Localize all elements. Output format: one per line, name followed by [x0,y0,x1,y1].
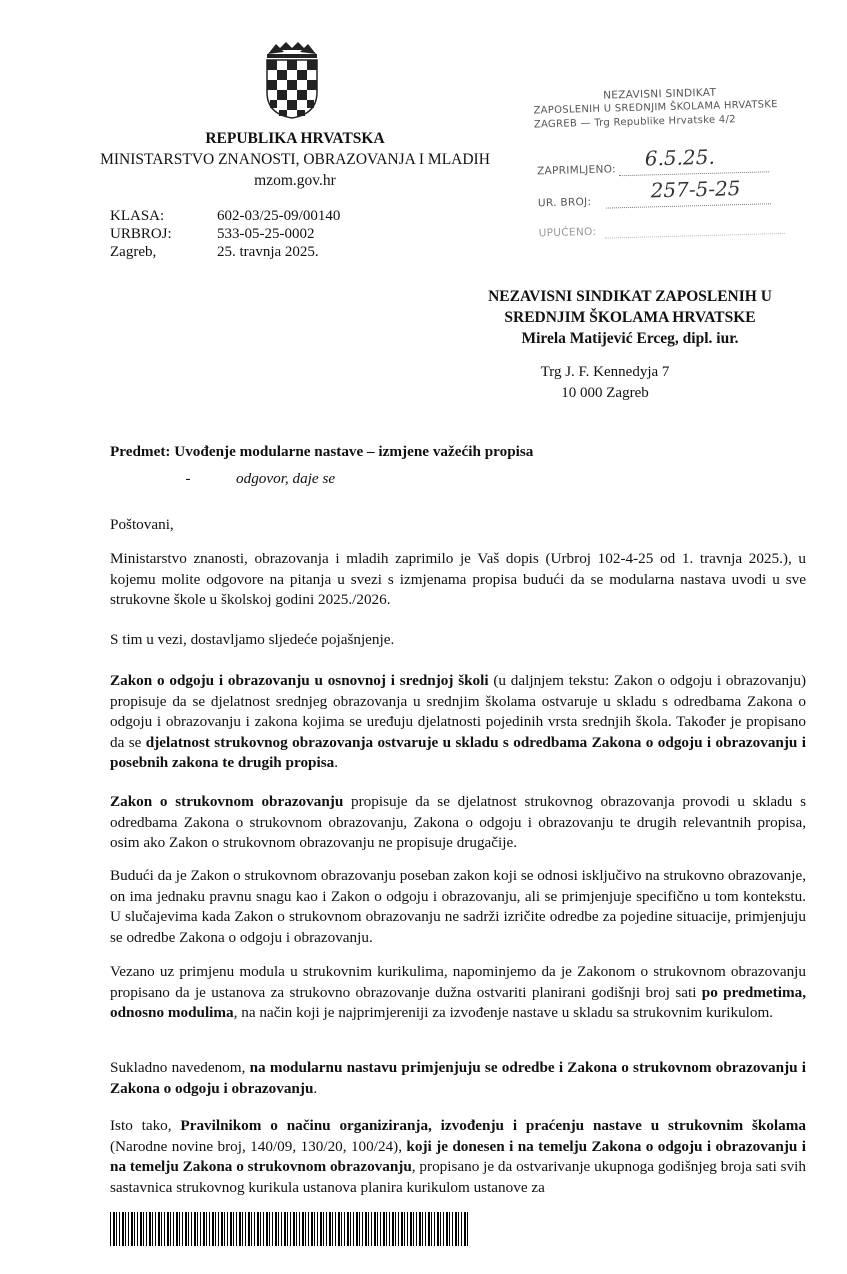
recipient-line-3: Mirela Matijević Erceg, dipl. iur. [521,330,739,347]
klasa-label: KLASA: [110,208,165,224]
p8-text-2: (Narodne novine broj, 140/09, 130/20, 100/24), [110,1137,407,1155]
subject-line [110,442,806,463]
p6-text-2: , na način koji je najprimjereniji za izvođenje nastave u skladu sa strukovnim kurikulom. [233,1004,774,1021]
ministry-name: MINISTARSTVO ZNANOSTI, OBRAZOVANJA I MLADIH [100,151,490,168]
recipient-block [430,286,830,349]
received-stamp [533,83,799,250]
date-value: 25. travnja 2025. [217,244,319,260]
p3-bold-2: djelatnost strukovnog obrazovanja ostvaruje u skladu s odredbama Zakona o odgoju i obrazovanju i posebnih zakona te drugih propisa [110,733,806,771]
country-name: REPUBLIKA HRVATSKA [205,130,385,147]
recipient-address [480,362,730,404]
paragraph-2: S tim u vezi, dostavljamo sljedeće pojašnjenje. [110,631,395,648]
coat-of-arms-icon [262,40,322,120]
p8-text-1: Isto tako, [110,1117,181,1134]
stamp-line-1: NEZAVISNI SINDIKAT [602,86,717,102]
paragraph-7 [110,1058,806,1099]
document-barcode [110,1212,470,1246]
paragraph-3 [110,671,806,774]
p4-bold-1: Zakon o strukovnom obrazovanju [110,793,344,810]
paragraph-1: Ministarstvo znanosti, obrazovanja i mladih zaprimilo je Vaš dopis (Urbroj 102-4-25 od 1. travnja 2025.), u kojemu molite odgovore na pitanja u svezi s izmjenama propisa budući da se modularna nastava uvodi u sve strukovne škole u školskoj godini 2025./2026. [110,550,806,608]
p8-bold-1: Pravilnikom o načinu organiziranja, izvođenju i praćenju nastave u strukovnim školama [180,1117,806,1134]
stamp-urbroj-value: 257-5-25 [650,176,741,203]
paragraph-8 [110,1116,806,1198]
subject-bullet: - [185,470,191,487]
urbroj-label: URBROJ: [110,226,172,242]
stamp-received-label: ZAPRIMLJENO: [536,163,617,178]
subject-text: Uvođenje modularne nastave – izmjene važećih propisa [174,443,534,460]
p4-text-1: propisuje da se djelatnost strukovnog obrazovanja provodi u skladu s odredbama Zakona o strukovnom obrazovanju, Zakona o odgoju i obrazovanju te drugih relevantnih propisa, osim ako Zakon o strukovnom obrazovanju ne propisuje drugačije. [110,793,806,851]
stamp-urbroj-label: UR. BROJ: [537,195,592,210]
p7-text-1: Sukladno navedenom, [110,1059,250,1076]
ministry-website: mzom.gov.hr [254,172,336,189]
p3-bold-1: Zakon o odgoju i obrazovanju u osnovnoj i srednjoj školi [110,672,489,689]
stamp-line-3: ZAGREB — Trg Republike Hrvatske 4/2 [533,114,736,131]
paragraph-6 [110,962,806,1024]
urbroj-value: 533-05-25-0002 [217,226,315,242]
p6-text-1: Vezano uz primjenu modula u strukovnim kurikulima, napominjemo da je Zakonom o strukovnom obrazovanju propisano da je ustanova za strukovno obrazovanje dužna ostvariti planirani godišnji broj sati [110,963,806,1001]
p8-bold-2: koji je donesen i na temelju Zakona o odgoju i obrazovanju i na temelju Zakona o strukovnom obrazovanju [110,1137,806,1175]
klasa-value: 602-03/25-09/00140 [217,208,341,224]
p7-bold-1: na modularnu nastavu primjenjuju se odredbe i Zakona o strukovnom obrazovanju i Zakona o odgoju i obrazovanju [110,1059,806,1097]
recipient-line-1: NEZAVISNI SINDIKAT ZAPOSLENIH U [488,288,772,305]
place-label: Zagreb, [110,244,157,260]
subject-sub [110,469,806,490]
recipient-city: 10 000 Zagreb [561,385,649,401]
p3-text-2: . [334,754,339,771]
p6-bold-1: po predmetima, odnosno modulima [110,983,806,1021]
meta-labels [110,207,210,261]
p8-text-3: , propisano je da ostvarivanje ukupnoga godišnjeg broja sati svih sastavnica strukovnog kurikula ustanova planira kurikulom ustanove za [110,1158,806,1196]
greeting: Poštovani, [110,516,174,533]
recipient-line-2: SREDNJIM ŠKOLAMA HRVATSKE [504,309,756,326]
p3-text-1: (u daljnjem tekstu: Zakon o odgoju i obrazovanju) propisuje da se djelatnost srednjeg obrazovanja u srednjim školama ostvaruje u skladu s odredbama Zakona o odgoju i obrazovanju i zakona kojima se uređuju djelatnosti pojedinih vrsta srednjih škola. Također je propisano da se [110,672,806,751]
paragraph-4 [110,792,806,854]
meta-values [217,207,417,261]
recipient-street: Trg J. F. Kennedyja 7 [540,364,670,380]
stamp-received-value: 6.5.25. [644,144,716,171]
letterhead [60,128,530,191]
subject-sub-text: odgovor, daje se [236,470,336,487]
stamp-line-2: ZAPOSLENIH U SREDNJIM ŠKOLAMA HRVATSKE [533,99,778,117]
stamp-sent-label: UPUĆENO: [538,225,597,240]
subject-label: Predmet: [110,443,171,460]
paragraph-5: Budući da je Zakon o strukovnom obrazovanju poseban zakon koji se odnosi isključivo na strukovno obrazovanje, on ima jednaku pravnu snagu kao i Zakon o odgoju i obrazovanju, ali se primjenjuje specifično u tom kontekstu. U slučajevima kada Zakon o strukovnom obrazovanju ne sadrži izričite odredbe za pojedine situacije, primjenjuju se odredbe Zakona o odgoju i obrazovanju. [110,867,806,946]
p7-text-2: . [313,1079,318,1097]
